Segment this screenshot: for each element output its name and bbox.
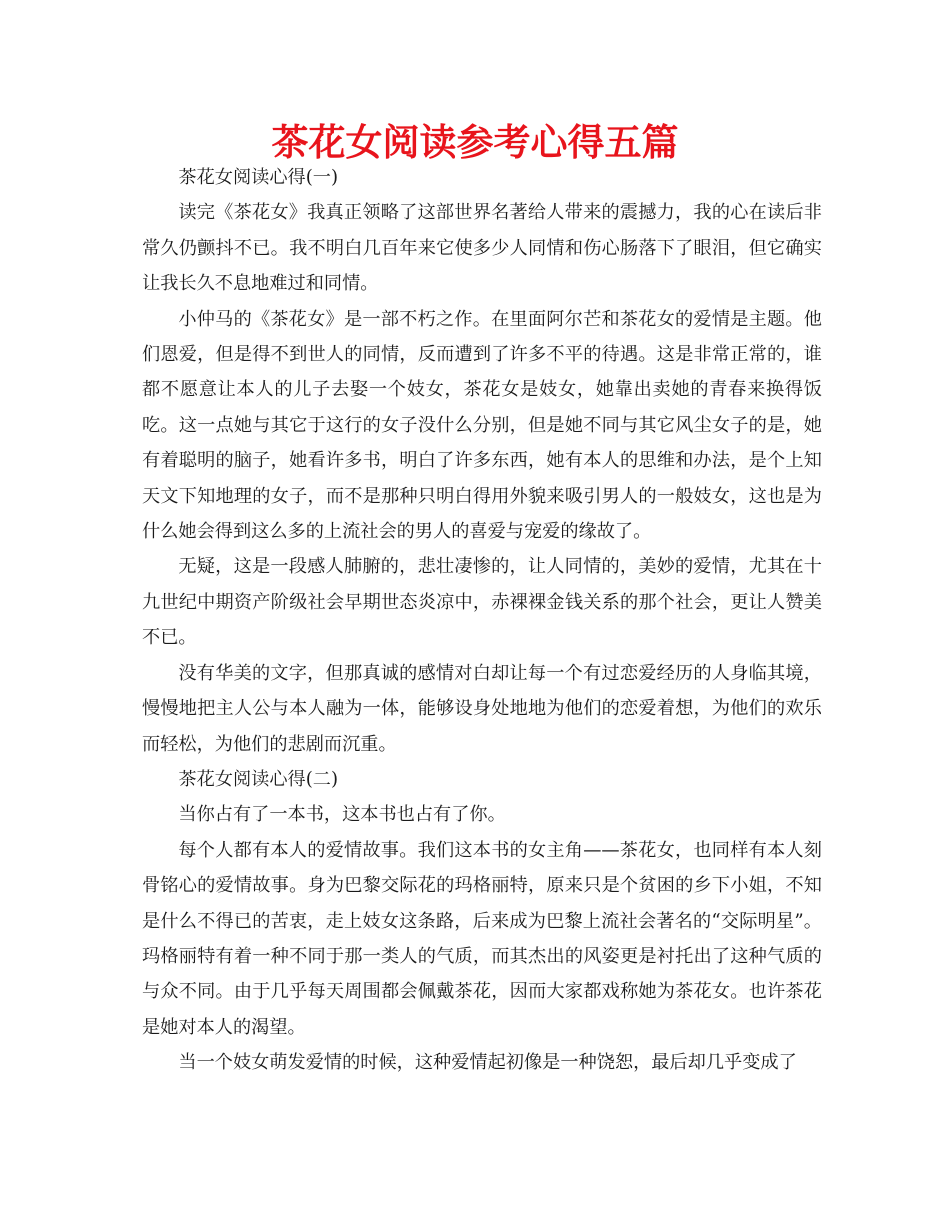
document-body [142,160,822,1081]
paragraph: 当你占有了一本书，这本书也占有了你。 [178,804,506,826]
paragraph: 小仲马的《茶花女》是一部不朽之作。在里面阿尔芒和茶花女的爱情是主题。他们恩爱，但是得不到世人的同情，反而遭到了许多不平的待遇。这是非常正常的，谁都不愿意让本人的儿子去娶一个妓女，茶花女是妓女，她靠出卖她的青春来换得饭吃。这一点她与其它于这行的女子没什么分别，但是她不同与其它风尘女子的是，她有着聪明的脑子，她看许多书，明白了许多东西，她有本人的思维和办法，是个上知天文下知地理的女子，而不是那种只明白得用外貌来吸引男人的一般妓女，这也是为什么她会得到这么多的上流社会的男人的喜爱与宠爱的缘故了。 [142,308,822,543]
paragraph: 无疑，这是一段感人肺腑的，悲壮凄惨的，让人同情的，美妙的爱情，尤其在十九世纪中期资产阶级社会早期世态炎凉中，赤裸裸金钱关系的那个社会，更让人赞美不已。 [142,556,822,649]
paragraph: 没有华美的文字，但那真诚的感情对白却让每一个有过恋爱经历的人身临其境，慢慢地把主人公与本人融为一体，能够设身处地地为他们的恋爱着想，为他们的欢乐而轻松，为他们的悲剧而沉重。 [142,662,822,755]
paragraph: 读完《茶花女》我真正领略了这部世界名著给人带来的震撼力，我的心在读后非常久仍颤抖不已。我不明白几百年来它使多少人同情和伤心肠落下了眼泪，但它确实让我长久不息地难过和同情。 [142,202,822,295]
paragraph: 每个人都有本人的爱情故事。我们这本书的女主角——茶花女，也同样有本人刻骨铭心的爱情故事。身为巴黎交际花的玛格丽特，原来只是个贫困的乡下小姐，不知是什么不得已的苦衷，走上妓女这条路，后来成为巴黎上流社会著名的“交际明星”。玛格丽特有着一种不同于那一类人的气质，而其杰出的风姿更是衬托出了这种气质的与众不同。由于几乎每天周围都会佩戴茶花，因而大家都戏称她为茶花女。也许茶花是她对本人的渴望。 [142,839,822,1038]
section-heading: 茶花女阅读心得(一) [178,167,339,188]
section-heading: 茶花女阅读心得(二) [178,768,339,790]
document-title: 茶花女阅读参考心得五篇 [271,121,679,164]
paragraph: 当一个妓女萌发爱情的时候，这种爱情起初像是一种饶恕，最后却几乎变成了 [178,1052,797,1074]
